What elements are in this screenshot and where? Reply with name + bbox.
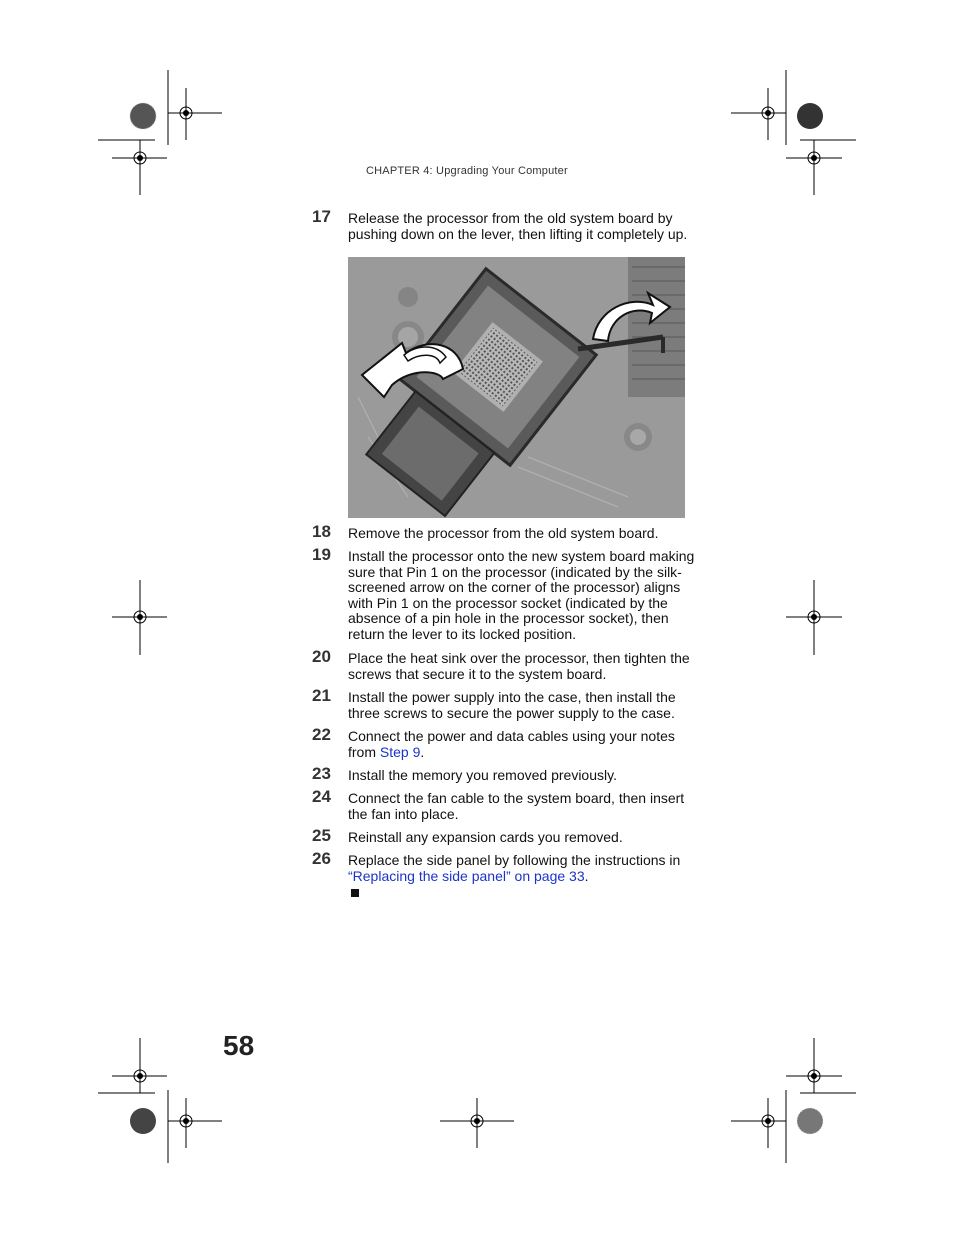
- step-number: 22: [312, 725, 331, 744]
- step-number: 20: [312, 647, 331, 666]
- step-number: 24: [312, 787, 331, 806]
- chapter-header: CHAPTER 4: Upgrading Your Computer: [366, 165, 568, 177]
- step-9-link[interactable]: Step 9: [379, 743, 421, 760]
- replacing-side-panel-link[interactable]: “Replacing the side panel” on page 33: [348, 867, 585, 884]
- step-text-part: Connect the power and data cables using your notes from: [348, 728, 675, 760]
- step-text: Install the memory you removed previously.: [348, 767, 617, 783]
- step-text: Place the heat sink over the processor, then tighten the screws that secure it to the system board.: [348, 650, 690, 682]
- step-number: 23: [312, 764, 331, 783]
- processor-socket-photo: [348, 257, 685, 518]
- step-number: 26: [312, 849, 331, 868]
- step-text: Reinstall any expansion cards you removed.: [348, 829, 623, 845]
- step-text-part: .: [584, 867, 589, 884]
- step-text: [348, 729, 704, 760]
- page-number: 58: [223, 1030, 255, 1061]
- step-number: 17: [312, 207, 331, 226]
- step-text: [348, 853, 704, 884]
- step-number: 25: [312, 826, 331, 845]
- step-text: Release the processor from the old system board by pushing down on the lever, then lifting it completely up.: [348, 210, 688, 242]
- step-text: Remove the processor from the old system board.: [348, 525, 659, 541]
- step-text: Install the power supply into the case, then install the three screws to secure the power supply to the case.: [348, 689, 676, 721]
- end-of-section-marker: [351, 889, 359, 897]
- step-number: 18: [312, 522, 331, 541]
- step-text-part: Replace the side panel by following the instructions in: [348, 852, 681, 868]
- step-text: Install the processor onto the new system board making sure that Pin 1 on the processor (indicated by the silk-screened arrow on the corner of the processor) aligns with Pin 1 on the processor socket (indicated by the absence of a pin hole in the processor socket), then return the lever to its locked position.: [348, 548, 695, 642]
- step-number: 21: [312, 686, 331, 705]
- step-number: 19: [312, 545, 331, 564]
- step-text-part: .: [420, 743, 425, 760]
- step-text: Connect the fan cable to the system board, then insert the fan into place.: [348, 790, 685, 822]
